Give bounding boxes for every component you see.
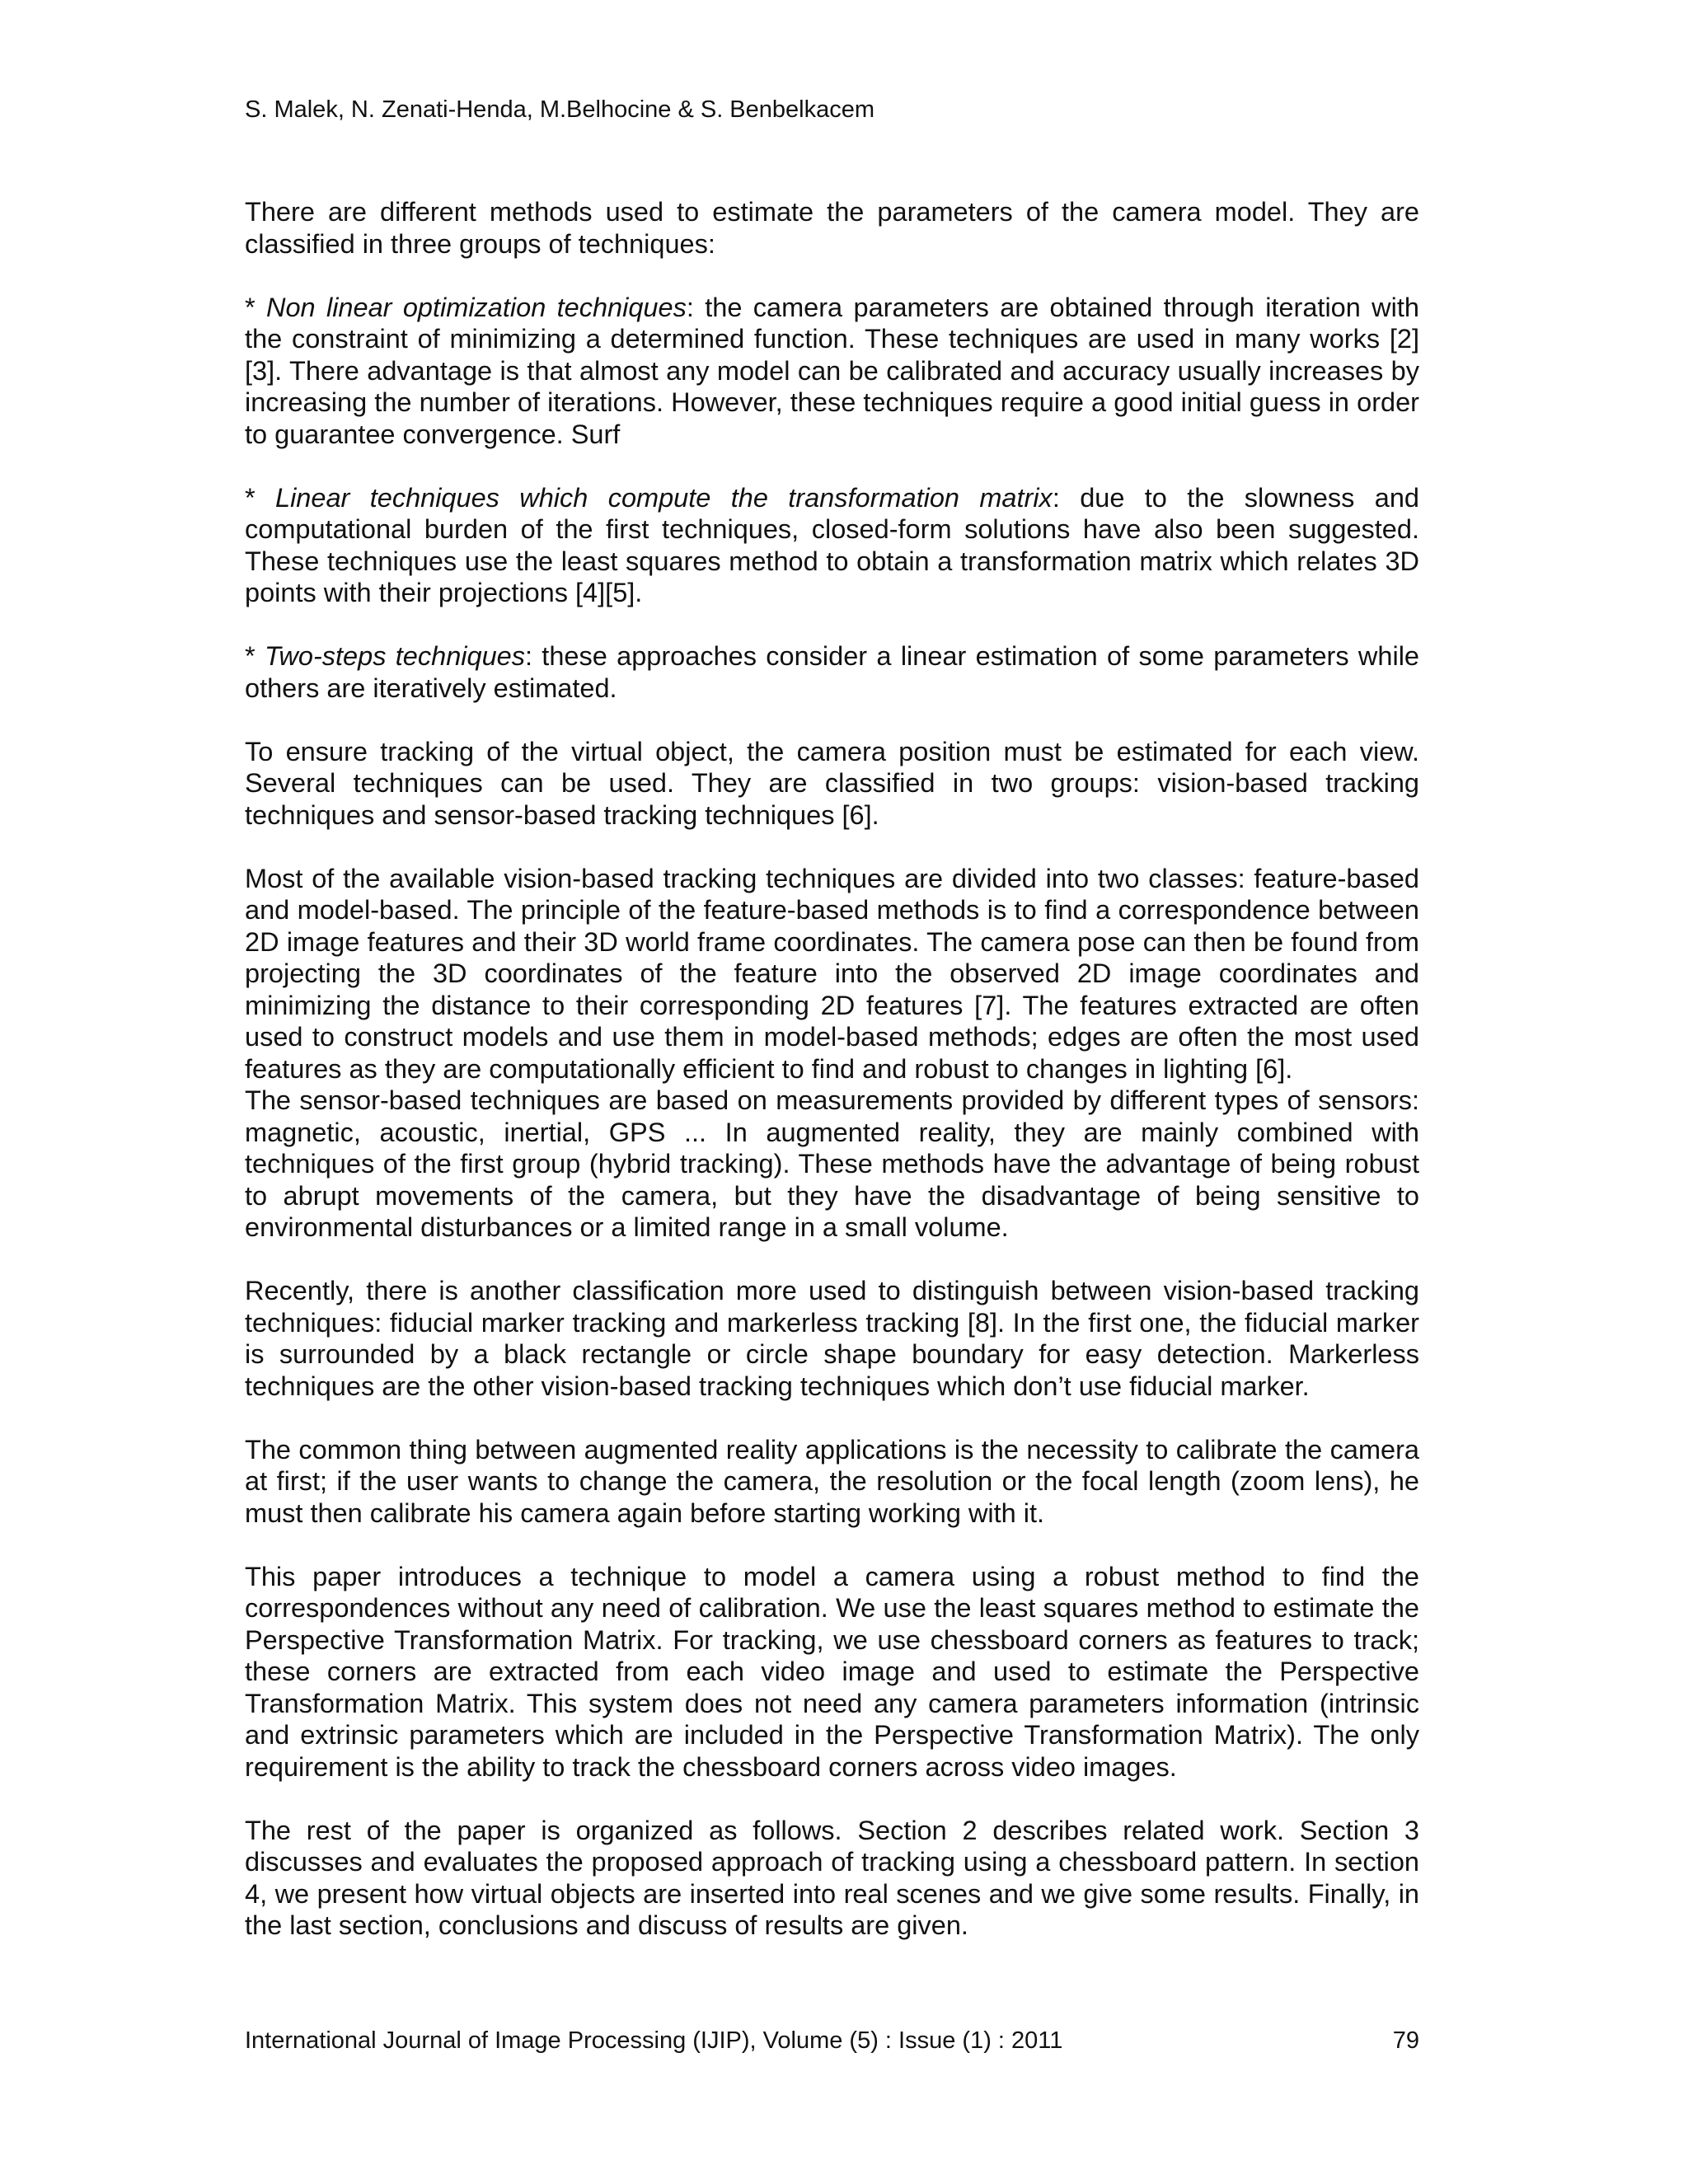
technique-item-nonlinear	[245, 292, 1419, 451]
vision-based-paragraph: Most of the available vision-based tracking techniques are divided into two classes: feature-based and model-based. The principle of the feature-based methods is to find a correspondence between 2D image features and their 3D world frame coordinates. The camera pose can then be found from projecting the 3D coordinates of the feature into the observed 2D image coordinates and minimizing the distance to their corresponding 2D features [7]. The features extracted are often used to construct models and use them in model-based methods; edges are often the most used features as they are computationally efficient to find and robust to changes in lighting [6].	[245, 863, 1419, 1084]
running-header: S. Malek, N. Zenati-Henda, M.Belhocine & S. Benbelkacem	[245, 96, 875, 123]
bullet-marker: *	[245, 482, 276, 513]
calibration-paragraph: The common thing between augmented reality applications is the necessity to calibrate the camera at first; if the user wants to change the camera, the resolution or the focal length (zoom lens), he must then calibrate his camera again before starting working with it.	[245, 1434, 1419, 1528]
technique-item-linear	[245, 482, 1419, 609]
page-footer	[245, 2025, 1419, 2056]
bullet-marker: *	[245, 292, 267, 322]
technique-name: Non linear optimization techniques	[266, 292, 687, 322]
page-number: 79	[1392, 2027, 1419, 2054]
technique-description: : these approaches consider a linear estimation of some parameters while others are iteratively estimated.	[245, 641, 1419, 703]
technique-item-two-steps	[245, 640, 1419, 704]
technique-name: Linear techniques which compute the transformation matrix	[275, 482, 1053, 513]
organization-paragraph: The rest of the paper is organized as follows. Section 2 describes related work. Section 3 discusses and evaluates the proposed approach of tracking using a chessboard pattern. In section 4, we present how virtual objects are inserted into real scenes and we give some results. Finally, in the last section, conclusions and discuss of results are given.	[245, 1815, 1419, 1940]
contribution-paragraph: This paper introduces a technique to model a camera using a robust method to find the correspondences without any need of calibration. We use the least squares method to estimate the Perspective Transformation Matrix. For tracking, we use chessboard corners as features to track; these corners are extracted from each video image and used to estimate the Perspective Transformation Matrix. This system does not need any camera parameters information (intrinsic and extrinsic parameters which are included in the Perspective Transformation Matrix). The only requirement is the ability to track the chessboard corners across video images.	[245, 1561, 1419, 1782]
technique-description: : the camera parameters are obtained through iteration with the constraint of minimizing a determined function. These techniques are used in many works [2][3]. There advantage is that almost any model can be calibrated and accuracy usually increases by increasing the number of iterations. However, these techniques require a good initial guess in order to guarantee convergence. Surf	[245, 292, 1419, 449]
technique-description: : due to the slowness and computational burden of the first techniques, closed-form solutions have also been suggested. These techniques use the least squares method to obtain a transformation matrix which relates 3D points with their projections [4][5].	[245, 482, 1420, 607]
technique-name: Two-steps techniques	[264, 641, 525, 671]
page-body	[245, 196, 1419, 1973]
classification-paragraph: Recently, there is another classification more used to distinguish between vision-based tracking techniques: fiducial marker tracking and markerless tracking [8]. In the first one, the fiducial marker is surrounded by a black rectangle or circle shape boundary for easy detection. Markerless techniques are the other vision-based tracking techniques which don’t use fiducial marker.	[245, 1276, 1419, 1401]
journal-citation: International Journal of Image Processing (IJIP), Volume (5) : Issue (1) : 2011	[245, 2027, 1063, 2054]
intro-paragraph: There are different methods used to estimate the parameters of the camera model. They are classified in three groups of techniques:	[245, 197, 1419, 259]
tracking-paragraph: To ensure tracking of the virtual object, the camera position must be estimated for each view. Several techniques can be used. They are classified in two groups: vision-based tracking techniques and sensor-based tracking techniques [6].	[245, 736, 1419, 830]
bullet-marker: *	[245, 641, 265, 671]
sensor-based-paragraph: The sensor-based techniques are based on measurements provided by different types of sensors: magnetic, acoustic, inertial, GPS ... In augmented reality, they are mainly combined with techniques of the first group (hybrid tracking). These methods have the advantage of being robust to abrupt movements of the camera, but they have the disadvantage of being sensitive to environmental disturbances or a limited range in a small volume.	[245, 1085, 1419, 1242]
